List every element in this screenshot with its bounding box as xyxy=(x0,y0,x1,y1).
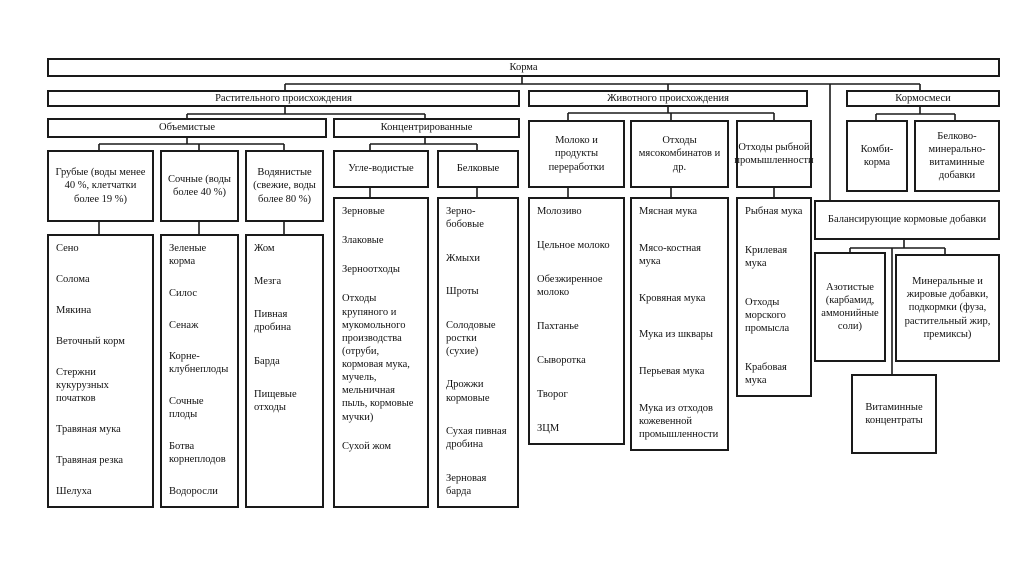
list-item: Зеленые корма xyxy=(169,243,207,268)
carb-list xyxy=(333,197,429,508)
list-item: Мякина xyxy=(56,304,92,316)
nitrogen-box xyxy=(814,252,886,362)
animal-origin-label: Животного происхождения xyxy=(607,92,729,104)
list-item: Пищевые отходы xyxy=(254,388,297,413)
list-item: Мука из отходов кожевенной промышленности xyxy=(639,402,719,440)
plant-origin-label: Растительного происхождения xyxy=(215,92,352,104)
mixes-box xyxy=(846,90,1000,107)
rough-title: Грубые (воды менее 40 %, клетчатки более 19 %) xyxy=(55,167,146,205)
list-item: Мука из шквары xyxy=(639,329,713,341)
list-item: Зерно-бобовые xyxy=(446,206,484,231)
list-item: Рыбная мука xyxy=(745,206,803,217)
balancing-box xyxy=(814,200,1000,240)
succulent-header xyxy=(160,150,239,222)
list-item: Сено xyxy=(56,243,79,254)
fish-list xyxy=(736,197,812,397)
list-item: Цельное молоко xyxy=(537,239,610,251)
fish-title: Отходы рыбной промышленности xyxy=(734,141,814,166)
nitrogen-label: Азотистые (карбамид, аммонийные соли) xyxy=(821,281,879,333)
rough-header xyxy=(47,150,154,222)
concentrated-label: Концентрированные xyxy=(380,122,473,134)
carb-title: Угле-водистые xyxy=(348,163,414,175)
concentrated-box xyxy=(333,118,520,138)
vitamin-box xyxy=(851,374,937,454)
mineral-label: Минеральные и жировые добавки, подкормки (фуза, растительный жир, премиксы) xyxy=(904,276,991,340)
list-item: Травяная резка xyxy=(56,454,124,466)
list-item: Жмыхи xyxy=(446,252,480,264)
list-item: Отходы морского промысла xyxy=(745,296,790,334)
bulky-box xyxy=(47,118,327,138)
watery-header xyxy=(245,150,324,222)
list-item: Мясо-костная мука xyxy=(639,242,702,267)
list-item: Силос xyxy=(169,287,198,299)
list-item: Барда xyxy=(254,355,280,367)
list-item: Крабовая мука xyxy=(745,361,787,386)
protein-mineral-label: Белково-минерально-витаминные добавки xyxy=(928,130,986,182)
list-item: Кровяная мука xyxy=(639,292,706,304)
list-item: Сухая пивная дробина xyxy=(446,426,507,451)
meat-title: Отходы мясокомбинатов и др. xyxy=(638,135,721,173)
list-item: Дрожжи кормовые xyxy=(446,379,490,404)
succulent-list xyxy=(160,234,239,508)
protein-title: Белковые xyxy=(456,163,500,175)
list-item: Шелуха xyxy=(56,485,92,497)
list-item: Солома xyxy=(56,273,90,285)
list-item: Зерноотходы xyxy=(342,264,400,276)
protein-mineral-box xyxy=(914,120,1000,192)
milk-title: Молоко и продукты переработки xyxy=(548,135,605,173)
carb-header xyxy=(333,150,429,188)
list-item: Ботва корнеплодов xyxy=(169,440,226,466)
list-item: Сухой жом xyxy=(342,440,392,452)
rough-list xyxy=(47,234,154,508)
animal-origin-box xyxy=(528,90,808,107)
list-item: Крилевая мука xyxy=(745,244,788,269)
list-item: Шроты xyxy=(446,286,479,298)
root-label: Корма xyxy=(509,61,538,73)
list-item: Мясная мука xyxy=(639,206,698,217)
protein-header xyxy=(437,150,519,188)
list-item: Веточный корм xyxy=(56,335,125,347)
list-item: Жом xyxy=(254,243,275,254)
list-item: Стержни кукурузных початков xyxy=(56,366,109,404)
plant-origin-box xyxy=(47,90,520,107)
list-item: Злаковые xyxy=(342,235,384,247)
list-item: Молозиво xyxy=(537,206,582,217)
root-box xyxy=(47,58,1000,77)
watery-list xyxy=(245,234,324,508)
watery-title: Водянистые (свежие, воды более 80 %) xyxy=(253,167,316,205)
list-item: Пивная дробина xyxy=(254,309,292,334)
succulent-title: Сочные (воды более 40 %) xyxy=(168,173,231,198)
list-item: Перьевая мука xyxy=(639,365,705,377)
list-item: Солодовые ростки (сухие) xyxy=(446,319,496,357)
list-item: Корне-клубнеплоды xyxy=(169,351,229,376)
bulky-label: Объемистые xyxy=(159,122,215,134)
list-item: Водоросли xyxy=(169,485,218,497)
combined-feed-box xyxy=(846,120,908,192)
milk-list xyxy=(528,197,625,445)
list-item: Сыворотка xyxy=(537,354,586,366)
list-item: Сенаж xyxy=(169,319,199,331)
combined-feed-label: Комби-корма xyxy=(860,143,894,168)
fish-header xyxy=(736,120,812,188)
list-item: Отходы крупяного и мукомольного производства (отруби, кормовая мука, мучель, мельничная пыль, кормовые мучки) xyxy=(342,293,414,423)
balancing-label: Балансирующие кормовые добавки xyxy=(827,214,987,226)
list-item: ЗЦМ xyxy=(537,422,560,434)
list-item: Травяная мука xyxy=(56,423,121,435)
list-item: Зерновая барда xyxy=(446,472,487,497)
list-item: Пахтанье xyxy=(537,320,579,332)
list-item: Сочные плоды xyxy=(169,396,204,421)
list-item: Обезжиренное молоко xyxy=(537,273,603,299)
list-item: Зерновые xyxy=(342,206,385,217)
meat-header xyxy=(630,120,729,188)
mineral-box xyxy=(895,254,1000,362)
list-item: Мезга xyxy=(254,276,282,288)
meat-list xyxy=(630,197,729,451)
vitamin-label: Витаминные концентраты xyxy=(865,401,923,426)
mixes-label: Кормосмеси xyxy=(895,92,951,104)
list-item: Творог xyxy=(537,388,568,400)
milk-header xyxy=(528,120,625,188)
protein-list xyxy=(437,197,519,508)
